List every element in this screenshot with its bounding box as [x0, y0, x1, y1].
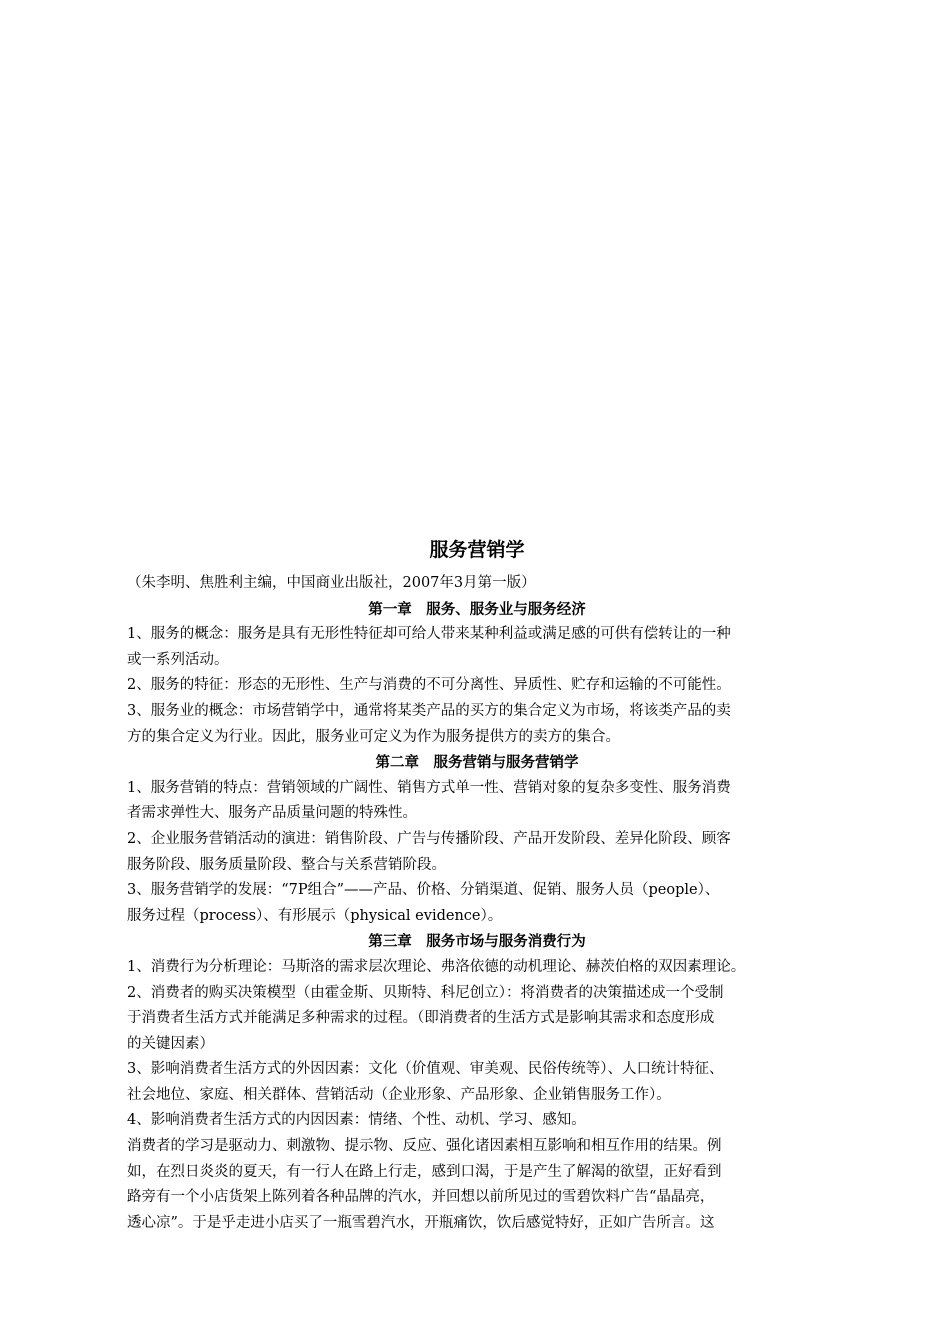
paragraph-line: 2、消费者的购买决策模型（由霍金斯、贝斯特、科尼创立）：将消费者的决策描述成一个受制 — [127, 984, 724, 1001]
chapter-3-heading: 第三章 服务市场与服务消费行为 — [368, 933, 586, 951]
paragraph-line: 者需求弹性大、服务产品质量问题的特殊性。 — [127, 805, 417, 822]
chapter-1-heading: 第一章 服务、服务业与服务经济 — [368, 600, 586, 618]
paragraph-line: 服务阶段、服务质量阶段、整合与关系营销阶段。 — [127, 856, 446, 873]
source-note: （朱李明、焦胜利主编，中国商业出版社，2007年3月第一版） — [127, 575, 536, 591]
paragraph-line: 或一系列活动。 — [127, 651, 229, 668]
paragraph-line: 服务过程（process）、有形展示（physical evidence）。 — [127, 907, 503, 924]
paragraph-line: 社会地位、家庭、相关群体、营销活动（企业形象、产品形象、企业销售服务工作）。 — [127, 1086, 671, 1103]
paragraph-line: 2、企业服务营销活动的演进：销售阶段、广告与传播阶段、产品开发阶段、差异化阶段、顾客 — [127, 830, 731, 847]
paragraph-line: 1、服务的概念：服务是具有无形性特征却可给人带来某种利益或满足感的可供有偿转让的一种 — [127, 626, 731, 643]
paragraph-line: 2、服务的特征：形态的无形性、生产与消费的不可分离性、异质性、贮存和运输的不可能性。 — [127, 677, 731, 694]
paragraph-line: 透心凉”。于是乎走进小店买了一瓶雪碧汽水，开瓶痛饮，饮后感觉特好，正如广告所言。这 — [127, 1214, 715, 1231]
document-title: 服务营销学 — [429, 539, 525, 561]
document-body — [127, 535, 827, 1236]
paragraph-line: 如，在烈日炎炎的夏天，有一行人在路上行走，感到口渴，于是产生了解渴的欲望，正好看到 — [127, 1163, 722, 1180]
paragraph-line: 路旁有一个小店货架上陈列着各种品牌的汽水，并回想以前所见过的雪碧饮料广告“晶晶亮， — [127, 1189, 715, 1206]
paragraph-line: 1、消费行为分析理论：马斯洛的需求层次理论、弗洛依德的动机理论、赫茨伯格的双因素理论。 — [127, 958, 746, 975]
paragraph-line: 方的集合定义为行业。因此，服务业可定义为作为服务提供方的卖方的集合。 — [127, 728, 620, 745]
paragraph-line: 的关键因素） — [127, 1035, 214, 1052]
paragraph-line: 于消费者生活方式并能满足多种需求的过程。（即消费者的生活方式是影响其需求和态度形成 — [127, 1010, 715, 1027]
paragraph-line: 3、服务业的概念：市场营销学中，通常将某类产品的买方的集合定义为市场，将该类产品的卖 — [127, 702, 731, 719]
paragraph-line: 1、服务营销的特点：营销领域的广阔性、销售方式单一性、营销对象的复杂多变性、服务消费 — [127, 779, 731, 796]
paragraph-line: 3、服务营销学的发展：“7P组合”——产品、价格、分销渠道、促销、服务人员（people）、 — [127, 882, 720, 899]
paragraph-line: 消费者的学习是驱动力、刺激物、提示物、反应、强化诸因素相互影响和相互作用的结果。例 — [127, 1138, 722, 1155]
paragraph-line: 3、影响消费者生活方式的外因因素：文化（价值观、审美观、民俗传统等）、人口统计特征、 — [127, 1061, 724, 1078]
paragraph-line: 4、影响消费者生活方式的内因因素：情绪、个性、动机、学习、感知。 — [127, 1112, 586, 1129]
chapter-2-heading: 第二章 服务营销与服务营销学 — [375, 754, 579, 772]
